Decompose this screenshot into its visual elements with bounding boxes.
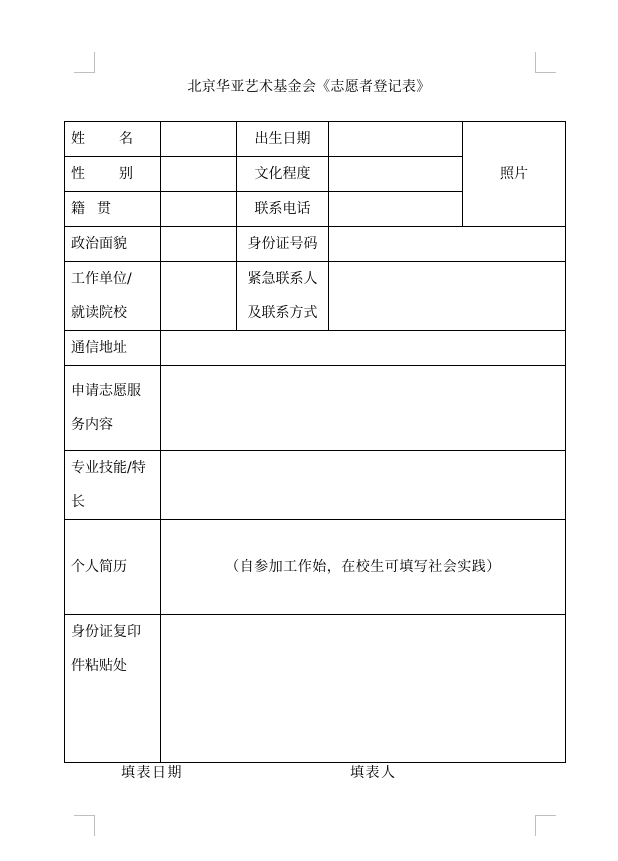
gender-field[interactable]: [161, 157, 237, 192]
crop-mark-bottom-right: [535, 815, 556, 836]
id-copy-label: 身份证复印 件粘贴处: [65, 615, 161, 763]
address-field[interactable]: [161, 331, 566, 366]
volunteer-registration-form: [64, 121, 566, 763]
filler-label: 填表人: [350, 765, 397, 781]
address-label: 通信地址: [65, 331, 161, 366]
name-field[interactable]: [161, 122, 237, 157]
crop-mark-bottom-left: [74, 815, 95, 836]
birth-date-field[interactable]: [329, 122, 463, 157]
service-content-field[interactable]: [161, 366, 566, 451]
origin-field[interactable]: [161, 192, 237, 227]
crop-mark-top-right: [535, 52, 556, 73]
work-unit-label: 工作单位/ 就读院校: [65, 262, 161, 331]
resume-field[interactable]: [161, 520, 566, 615]
crop-mark-top-left: [74, 52, 95, 73]
id-copy-paste-area[interactable]: [161, 615, 566, 763]
birth-date-label: 出生日期: [237, 122, 329, 157]
photo-label: 照片: [500, 166, 528, 182]
document-title: 北京华亚艺术基金会《志愿者登记表》: [187, 79, 431, 95]
politics-field[interactable]: [161, 227, 237, 262]
education-label: 文化程度: [237, 157, 329, 192]
name-label: 姓 名: [65, 122, 161, 157]
fill-date-label: 填表日期: [121, 765, 183, 781]
phone-label: 联系电话: [237, 192, 329, 227]
skills-label: 专业技能/特 长: [65, 451, 161, 520]
education-field[interactable]: [329, 157, 463, 192]
gender-label: 性 别: [65, 157, 161, 192]
work-unit-field[interactable]: [161, 262, 237, 331]
skills-field[interactable]: [161, 451, 566, 520]
phone-field[interactable]: [329, 192, 463, 227]
origin-label: 籍 贯: [65, 192, 161, 227]
resume-note: （自参加工作始，在校生可填写社会实践）: [225, 559, 501, 575]
resume-label: 个人简历: [65, 520, 161, 615]
emergency-contact-label: 紧急联系人 及联系方式: [237, 262, 329, 331]
photo-box[interactable]: [463, 122, 566, 227]
emergency-contact-field[interactable]: [329, 262, 566, 331]
id-number-field[interactable]: [329, 227, 566, 262]
politics-label: 政治面貌: [65, 227, 161, 262]
service-content-label: 申请志愿服 务内容: [65, 366, 161, 451]
id-number-label: 身份证号码: [237, 227, 329, 262]
